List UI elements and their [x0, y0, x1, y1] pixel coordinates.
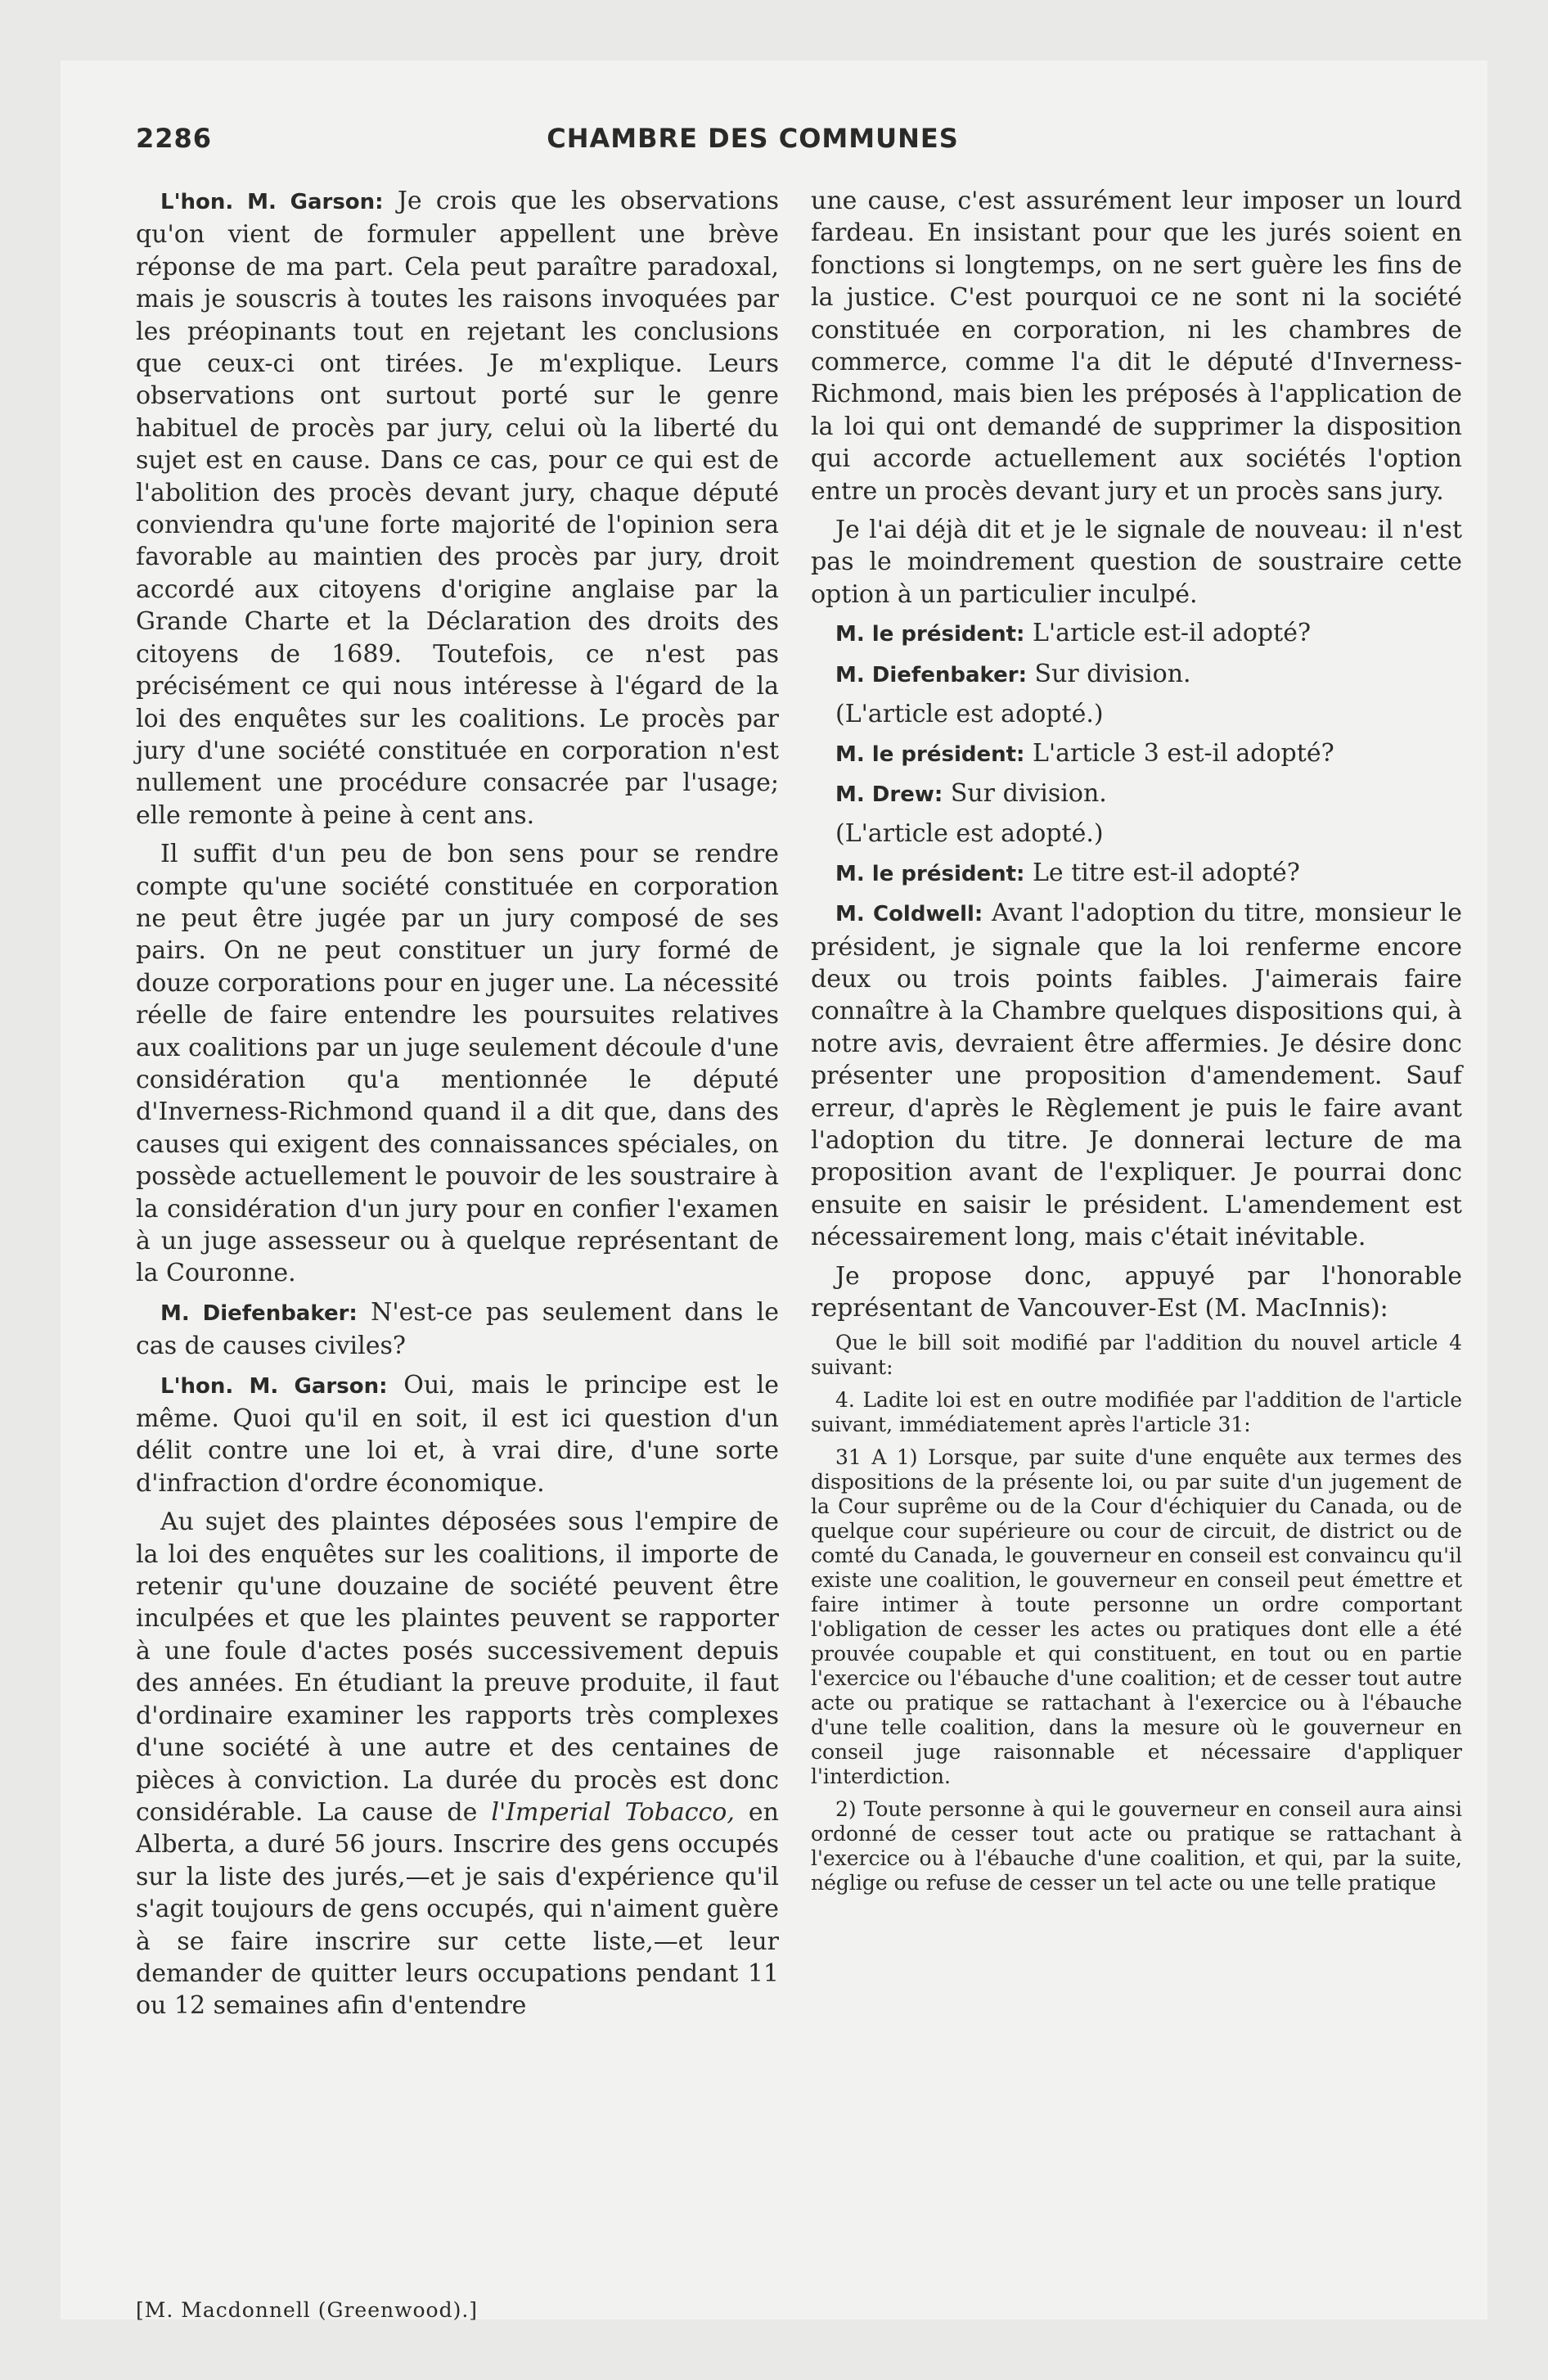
amendment-text: 31 A 1) Lorsque, par suite d'une enquête aux termes des dispositions de la présente loi, ou par suite d'un jugement de la Cour suprême ou de la Cour d'échiquier du Canada, ou de quelque cour supérieure ou cour de circuit, de district ou de comté du Canada, le gouverneur en conseil est convaincu qu'il existe une coalition, le gouverneur en conseil peut émettre et faire intimer à toute personne un ordre comportant l'obligation de cesser les actes ou pratiques dont elle a été prouvée coupable et qui constituent, en tout ou en partie l'exercice ou l'ébauche d'une coalition; et de cesser tout autre acte ou pratique se rattachant à l'exercice ou à l'ébauche d'une telle coalition, dans la mesure où le gouverneur en conseil juge raisonnable et nécessaire d'appliquer l'interdiction. — [811, 1445, 1462, 1789]
speech-text: Oui, mais le principe est le même. Quoi qu'il en soit, il est ici question d'un délit contre une loi et, à vrai dire, d'une sorte d'infraction d'ordre économique. — [136, 1370, 779, 1498]
member-footnote: [M. Macdonnell (Greenwood).] — [136, 2298, 479, 2322]
paragraph: une cause, c'est assurément leur imposer un lourd fardeau. En insistant pour que les jurés soient en fonctions si longtemps, on ne sert guère les fins de la justice. C'est pourquoi ce ne sont ni la société constituée en corporation, ni les chambres de commerce, comme l'a dit le député d'Inverness-Richmond, mais bien les préposés à l'application de la loi qui ont demandé de supprimer la disposition qui accorde actuellement aux sociétés l'option entre un procès devant jury et un procès sans jury. — [811, 187, 1462, 506]
speech-text: Au sujet des plaintes déposées sous l'empire de la loi des enquêtes sur les coalitions, il importe de retenir qu'une douzaine de société peuvent être inculpées et que les plaintes peuvent se rapporter à une foule d'actes posés successivement depuis des années. En étudiant la preuve produite, il faut d'ordinaire examiner les rapports très complexes d'une société à une autre et des centaines de pièces à conviction. La durée du procès est donc considérable. La cause de — [136, 1508, 779, 1827]
speech-text: Sur division. — [950, 778, 1107, 808]
speaker-name: M. Coldwell: — [835, 902, 983, 927]
page-number: 2286 — [136, 123, 213, 154]
amendment-text: 4. Ladite loi est en outre modifiée par l'addition de l'article suivant, immédiatement après l'article 31: — [811, 1388, 1462, 1437]
speaker-name: M. le président: — [835, 622, 1025, 647]
speech-text: Avant l'adoption du titre, monsieur le président, je signale que la loi renferme encore deux ou trois points faibles. J'aimerais faire connaître à la Chambre quelques dispositions qui, à notre avis, devraient être affermies. Je désire donc présenter une proposition d'amendement. Sauf erreur, d'après le Règlement je puis le faire avant l'adoption du titre. Je donnerai lecture de ma proposition avant de l'expliquer. Je pourrai donc ensuite en saisir le président. L'amendement est nécessairement long, mais c'était inévitable. — [811, 899, 1462, 1252]
speech-text: Sur division. — [1034, 659, 1191, 688]
procedural-note: (L'article est adopté.) — [835, 819, 1104, 849]
page-header — [75, 123, 1430, 164]
speaker-name: M. le président: — [835, 741, 1025, 767]
speech-text: en Alberta, a duré 56 jours. Inscrire des gens occupés sur la liste des jurés,—et je sais d'expérience qu'il s'agit toujours de gens occupés, qui n'aiment guère à se faire inscrire sur cette liste,—et leur demander de quitter leurs occupations pendant 11 ou 12 semaines afin d'entendre — [136, 1797, 779, 2021]
speaker-name: M. le président: — [835, 861, 1025, 886]
speech-text: L'article 3 est-il adopté? — [1032, 738, 1334, 768]
speaker-name: M. Diefenbaker: — [160, 1300, 358, 1326]
paragraph — [811, 897, 1462, 1253]
speaker-name: M. Diefenbaker: — [835, 662, 1027, 687]
page-title: CHAMBRE DES COMMUNES — [547, 123, 959, 154]
paragraph — [811, 778, 1462, 811]
speech-text: Le titre est-il adopté? — [1032, 858, 1300, 887]
paragraph: Je l'ai déjà dit et je le signale de nouveau: il n'est pas le moindrement question de soustraire cette option à un particulier inculpé. — [811, 516, 1462, 609]
speaker-name: M. Drew: — [835, 782, 943, 807]
paragraph — [136, 1506, 779, 2022]
speech-text: N'est-ce pas seulement dans le cas de causes civiles? — [136, 1297, 779, 1361]
paragraph — [811, 617, 1462, 651]
amendment-text: Que le bill soit modifié par l'addition du nouvel article 4 suivant: — [811, 1331, 1462, 1380]
paragraph — [811, 857, 1462, 890]
paragraph — [136, 1369, 779, 1500]
speaker-name: L'hon. M. Garson: — [160, 190, 384, 214]
speaker-name: L'hon. M. Garson: — [160, 1373, 388, 1399]
speech-text: L'article est-il adopté? — [1032, 619, 1312, 648]
left-column — [136, 185, 779, 2029]
paragraph — [811, 737, 1462, 771]
paragraph — [136, 185, 779, 832]
procedural-note: (L'article est adopté.) — [835, 700, 1104, 729]
speech-text: Je crois que les observations qu'on vient de formuler appellent une brève réponse de ma part. Cela peut paraître paradoxal, mais je souscris à toutes les raisons invoquées par les préopinants tout en rejetant les conclusions que ceux-ci ont tirées. Je m'explique. Leurs observations ont surtout porté sur le genre habituel de procès par jury, celui où la liberté du sujet est en cause. Dans ce cas, pour ce qui est de l'abolition des procès devant jury, chaque député conviendra qu'une forte majorité de l'opinion sera favorable au maintien des procès par jury, droit accordé aux citoyens d'origine anglaise par la Grande Charte et la Déclaration des droits des citoyens de 1689. Toutefois, ce n'est pas précisément ce qui nous intéresse à l'égard de la loi des enquêtes sur les coalitions. Le procès par jury d'une société constituée en corporation n'est nullement une procédure consacrée par l'usage; elle remonte à peine à cent ans. — [136, 187, 779, 830]
amendment-text: 2) Toute personne à qui le gouverneur en conseil aura ainsi ordonné de cesser tout acte ou pratique se rattachant à l'exercice ou à l'ébauche d'une coalition, et qui, par la suite, néglige ou refuse de cesser un tel acte ou une telle pratique — [811, 1797, 1462, 1895]
paragraph — [136, 1296, 779, 1363]
paragraph: Je propose donc, appuyé par l'honorable représentant de Vancouver-Est (M. MacInnis): — [811, 1261, 1462, 1323]
paragraph: Il suffit d'un peu de bon sens pour se rendre compte qu'une société constituée en corporation ne peut être jugée par un jury composé de ses pairs. On ne peut constituer un jury formé de douze corporations pour en juger une. La nécessité réelle de faire entendre les poursuites relatives aux coalitions par un juge seulement découle d'une considération qu'a mentionnée le député d'Inverness-Richmond quand il a dit que, dans des causes qui exigent des connaissances spéciales, on possède actuellement le pouvoir de les soustraire à la considération d'un jury pour en confier l'examen à un juge assesseur ou à quelque représentant de la Couronne. — [136, 840, 779, 1288]
italic-case-name: l'Imperial Tobacco, — [491, 1797, 735, 1827]
paragraph — [811, 658, 1462, 692]
right-column — [811, 185, 1462, 1904]
